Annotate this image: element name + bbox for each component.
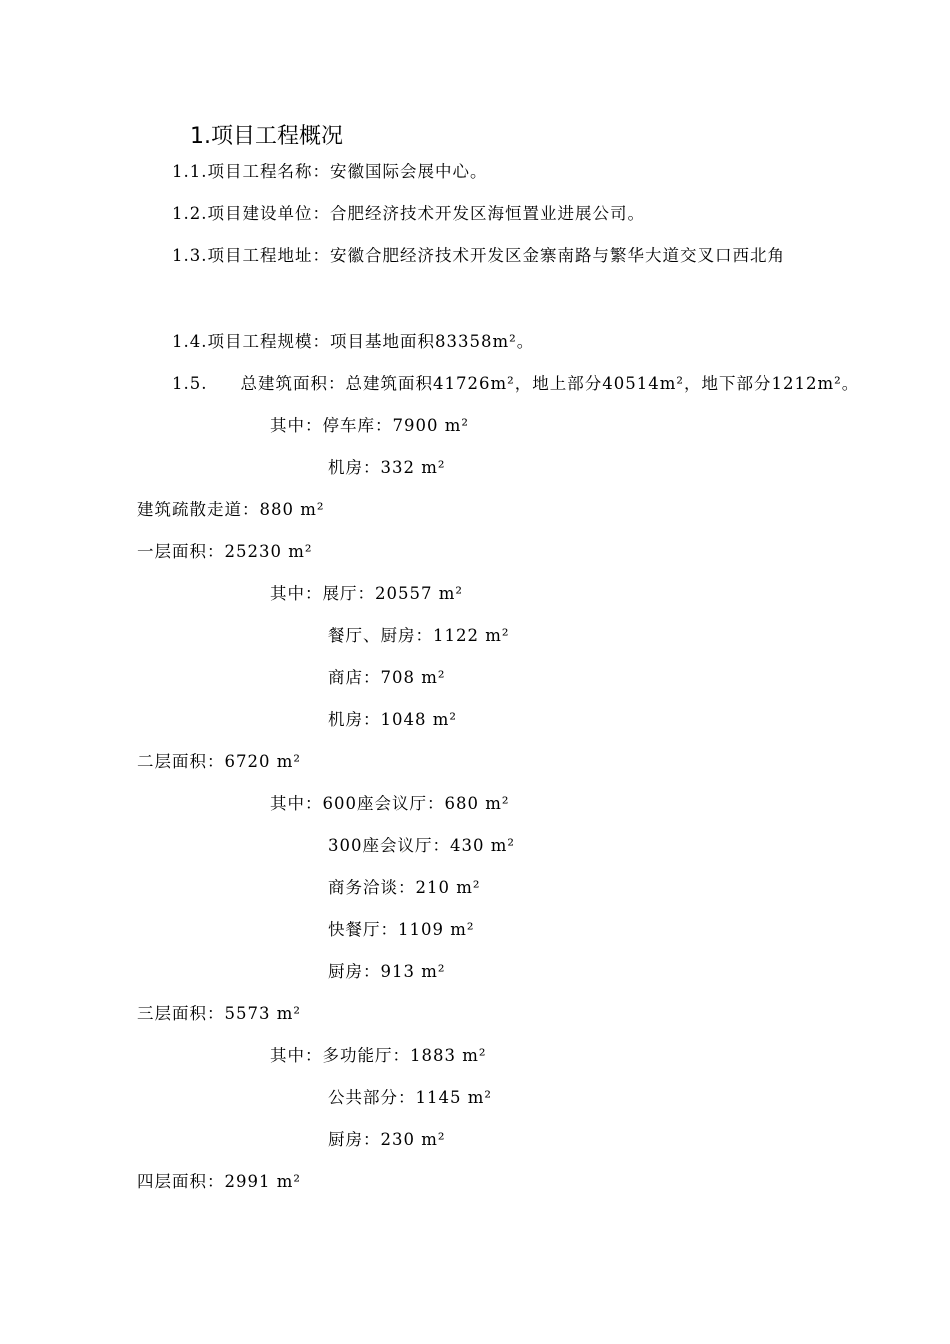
floor3-item: 厨房：230 m² [328, 1130, 446, 1149]
floor2-item: 商务洽谈：210 m² [328, 878, 481, 897]
floor1-item: 餐厅、厨房：1122 m² [328, 626, 510, 645]
floor1-item: 商店：708 m² [328, 668, 446, 687]
project-scale-line: 1.4.项目工程规模：项目基地面积83358m²。 [172, 332, 535, 351]
floor2-total-line: 二层面积：6720 m² [137, 752, 301, 771]
floor4-total-line: 四层面积：2991 m² [137, 1172, 301, 1191]
parking-area-line: 其中：停车库：7900 m² [270, 416, 469, 435]
floor3-item: 公共部分：1145 m² [328, 1088, 492, 1107]
floor1-total-line: 一层面积：25230 m² [137, 542, 313, 561]
floor3-total-line: 三层面积：5573 m² [137, 1004, 301, 1023]
floor2-item: 厨房：913 m² [328, 962, 446, 981]
project-address-line: 1.3.项目工程地址：安徽合肥经济技术开发区金寨南路与繁华大道交叉口西北角 [172, 246, 785, 265]
total-area-text: 总建筑面积：总建筑面积41726m²，地上部分40514m²，地下部分1212m²。 [240, 374, 860, 393]
floor1-item: 其中：展厅：20557 m² [270, 584, 463, 603]
section-heading: 1.项目工程概况 [190, 124, 343, 149]
evacuation-area-line: 建筑疏散走道：880 m² [137, 500, 325, 519]
floor1-item: 机房：1048 m² [328, 710, 457, 729]
project-name-line: 1.1.项目工程名称：安徽国际会展中心。 [172, 162, 488, 181]
floor3-item: 其中：多功能厅：1883 m² [270, 1046, 487, 1065]
floor2-item: 其中：600座会议厅：680 m² [270, 794, 510, 813]
total-area-line [172, 373, 859, 395]
total-area-number: 1.5. [172, 374, 208, 393]
floor2-item: 快餐厅：1109 m² [328, 920, 475, 939]
project-owner-line: 1.2.项目建设单位：合肥经济技术开发区海恒置业进展公司。 [172, 204, 645, 223]
underground-machine-room-line: 机房：332 m² [328, 458, 446, 477]
floor2-item: 300座会议厅：430 m² [328, 836, 515, 855]
